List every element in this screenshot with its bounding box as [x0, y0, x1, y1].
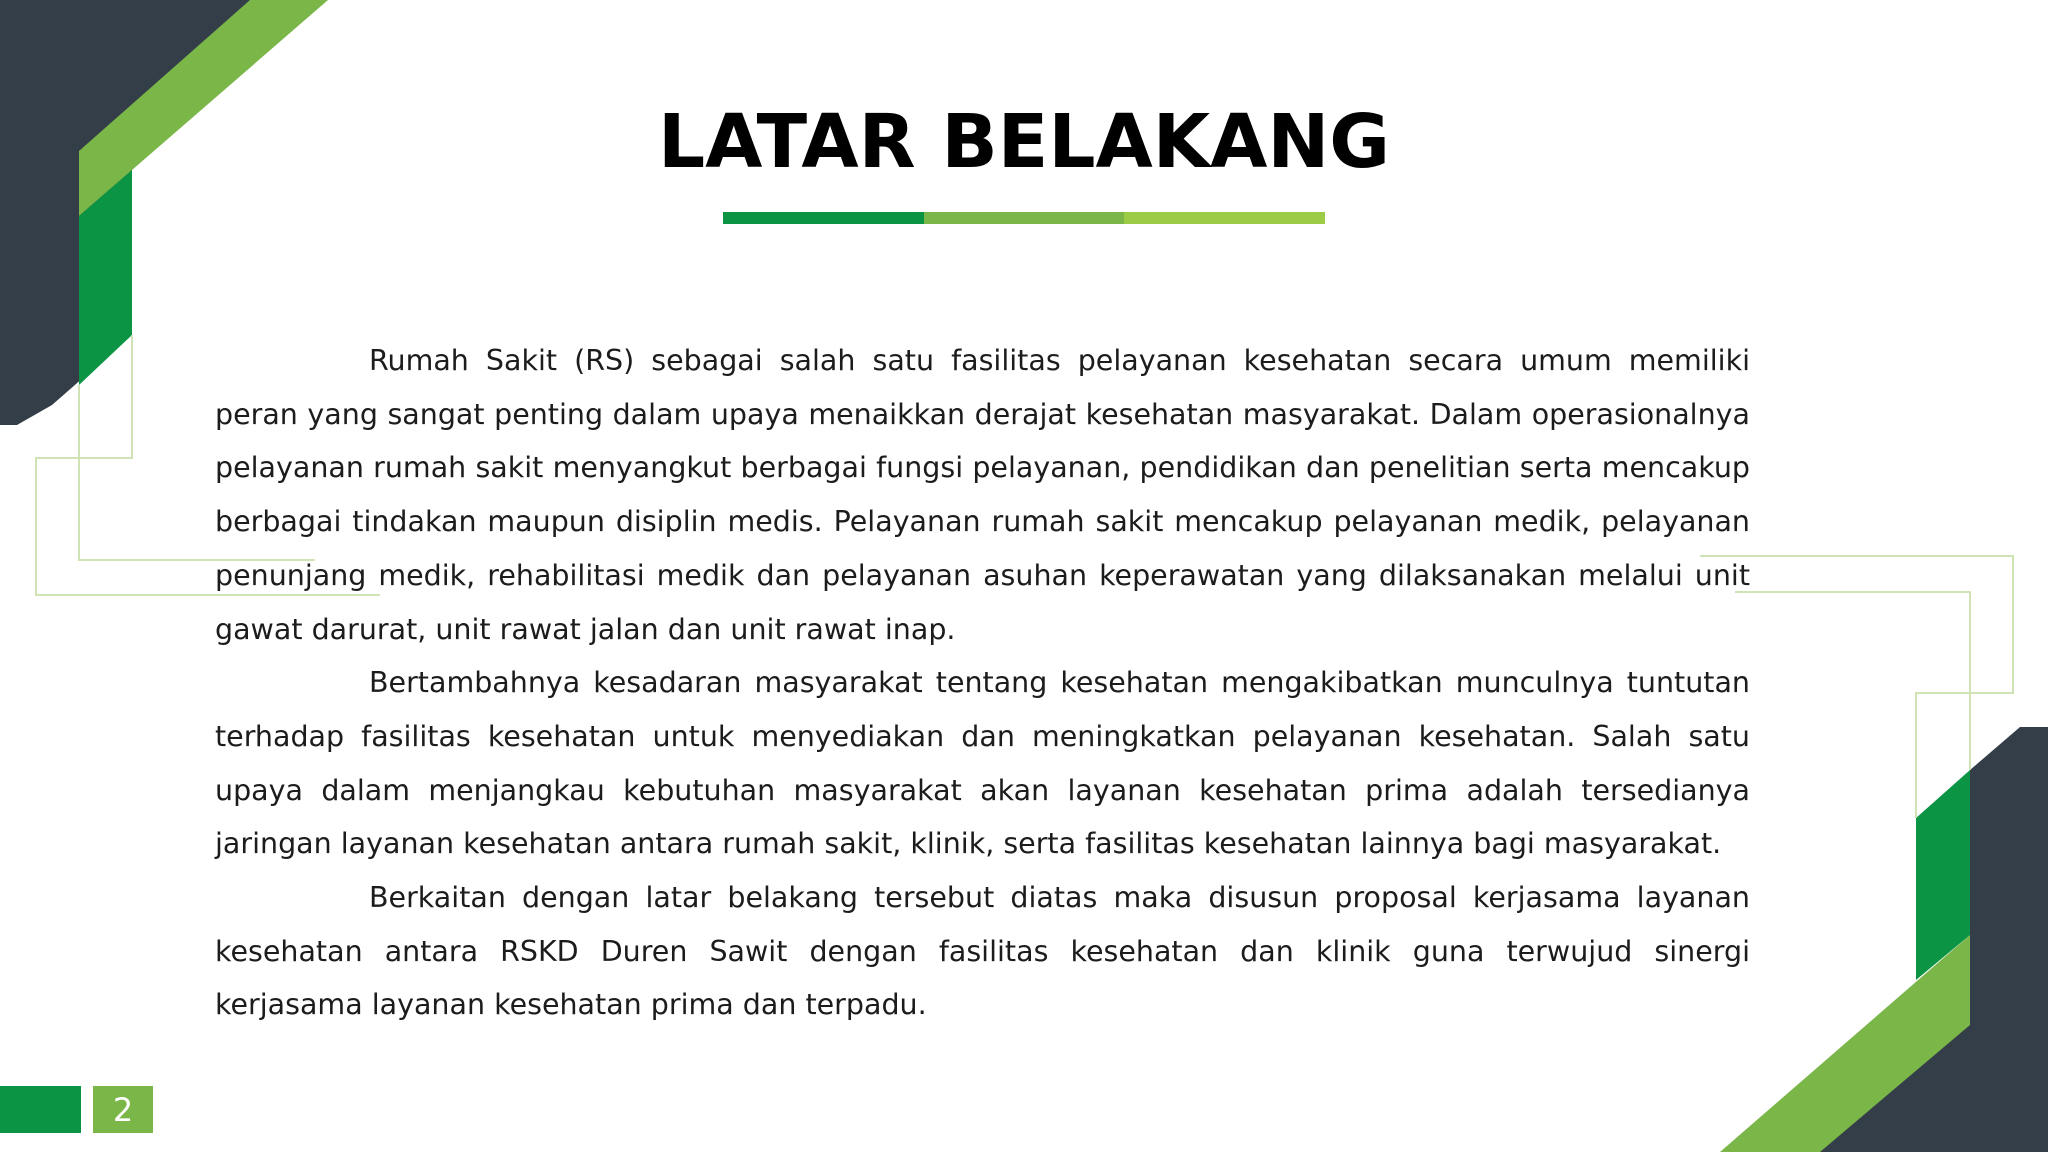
slide-body — [215, 334, 1750, 1032]
paragraph-3: Berkaitan dengan latar belakang tersebut diatas maka disusun proposal kerjasama layanan kesehatan antara RSKD Duren Sawit dengan fasilitas kesehatan dan klinik guna terwujud sinergi kerjasama layanan kesehatan prima dan terpadu. — [215, 881, 1750, 1022]
bottom-right-outline-frame-2 — [1735, 592, 1970, 770]
slide-title: LATAR BELAKANG — [657, 99, 1391, 185]
paragraph-2: Bertambahnya kesadaran masyarakat tentang kesehatan mengakibatkan munculnya tuntutan terhadap fasilitas kesehatan untuk menyediakan dan meningkatkan pelayanan kesehatan. Salah satu upaya dalam menjangkau kebutuhan masyarakat akan layanan kesehatan prima adalah tersedianya jaringan layanan kesehatan antara rumah sakit, klinik, serta fasilitas kesehatan lainnya bagi masyarakat. — [215, 666, 1750, 861]
underline-segment-mid — [924, 212, 1125, 224]
underline-segment-dark — [723, 212, 924, 224]
page-number: 2 — [93, 1086, 153, 1133]
footer-green-block — [0, 1086, 81, 1133]
paragraph-1: Rumah Sakit (RS) sebagai salah satu fasilitas pelayanan kesehatan secara umum memiliki peran yang sangat penting dalam upaya menaikkan derajat kesehatan masyarakat. Dalam operasionalnya pelayanan rumah sakit menyangkut berbagai fungsi pelayanan, pendidikan dan penelitian serta mencakup berbagai tindakan maupun disiplin medis. Pelayanan rumah sakit mencakup pelayanan medik, pelayanan penunjang medik, rehabilitasi medik dan pelayanan asuhan keperawatan yang dilaksanakan melalui unit gawat darurat, unit rawat jalan dan unit rawat inap. — [215, 344, 1750, 646]
underline-segment-light — [1124, 212, 1325, 224]
title-underline — [723, 212, 1325, 224]
